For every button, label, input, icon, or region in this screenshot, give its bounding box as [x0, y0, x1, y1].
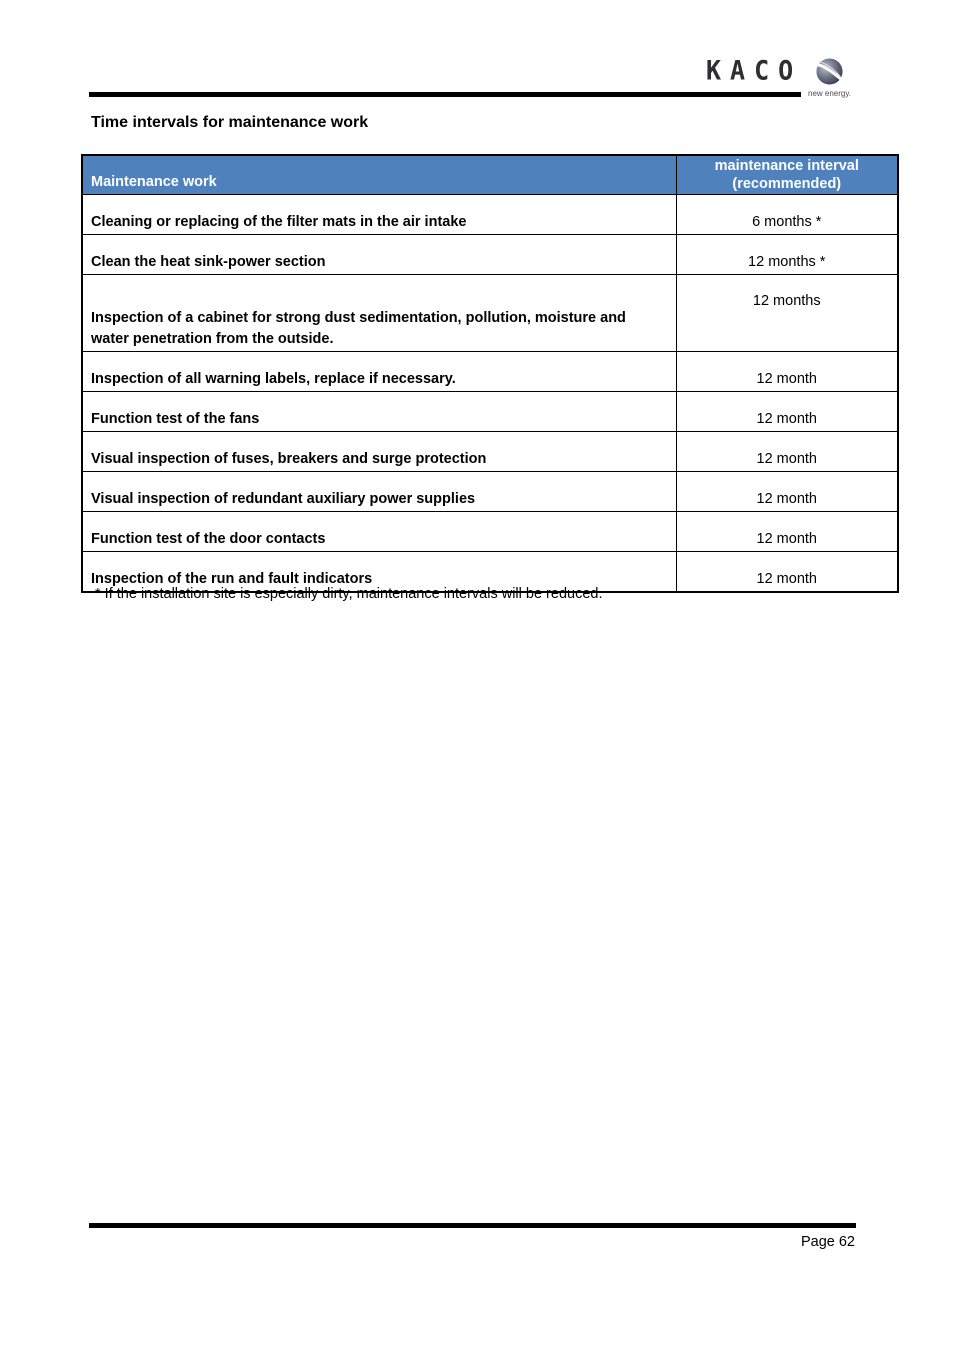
footer-rule [89, 1223, 856, 1228]
table-row [82, 392, 898, 432]
logo-wordmark: KACO [706, 55, 803, 86]
column-header-interval-line1: maintenance interval [714, 158, 859, 174]
row-work: Inspection of a cabinet for strong dust sedimentation, pollution, moisture and water penetration from the outside. [82, 275, 676, 352]
table-row [82, 352, 898, 392]
row-interval: 12 month [676, 352, 898, 392]
table-row [82, 195, 898, 235]
column-header-interval-line2: (recommended) [732, 176, 842, 192]
row-interval: 12 month [676, 432, 898, 472]
logo-globe-icon [815, 57, 844, 86]
maintenance-table [81, 154, 899, 593]
column-header-interval [676, 155, 898, 195]
row-interval: 12 month [676, 392, 898, 432]
table-row [82, 472, 898, 512]
row-work: Function test of the fans [82, 392, 676, 432]
row-interval: 12 month [676, 552, 898, 593]
row-interval: 6 months * [676, 195, 898, 235]
table-row [82, 275, 898, 352]
footnote: * If the installation site is especially dirty, maintenance intervals will be reduced. [95, 586, 603, 602]
section-title: Time intervals for maintenance work [91, 114, 369, 131]
row-work: Clean the heat sink-power section [82, 235, 676, 275]
page-number: Page 62 [800, 1234, 855, 1250]
row-work: Visual inspection of redundant auxiliary power supplies [82, 472, 676, 512]
row-interval: 12 month [676, 512, 898, 552]
row-work: Inspection of the run and fault indicators [82, 552, 676, 593]
row-interval: 12 months * [676, 235, 898, 275]
row-work: Inspection of all warning labels, replace if necessary. [82, 352, 676, 392]
row-work: Function test of the door contacts [82, 512, 676, 552]
table-header-row [82, 155, 898, 195]
row-interval: 12 months [676, 275, 898, 352]
table-row [82, 235, 898, 275]
table-row [82, 432, 898, 472]
logo-tagline: new energy. [808, 89, 851, 98]
column-header-work: Maintenance work [82, 155, 676, 195]
row-interval: 12 month [676, 472, 898, 512]
header-rule [89, 92, 801, 97]
table-row [82, 512, 898, 552]
row-work: Visual inspection of fuses, breakers and surge protection [82, 432, 676, 472]
row-work: Cleaning or replacing of the filter mats in the air intake [82, 195, 676, 235]
